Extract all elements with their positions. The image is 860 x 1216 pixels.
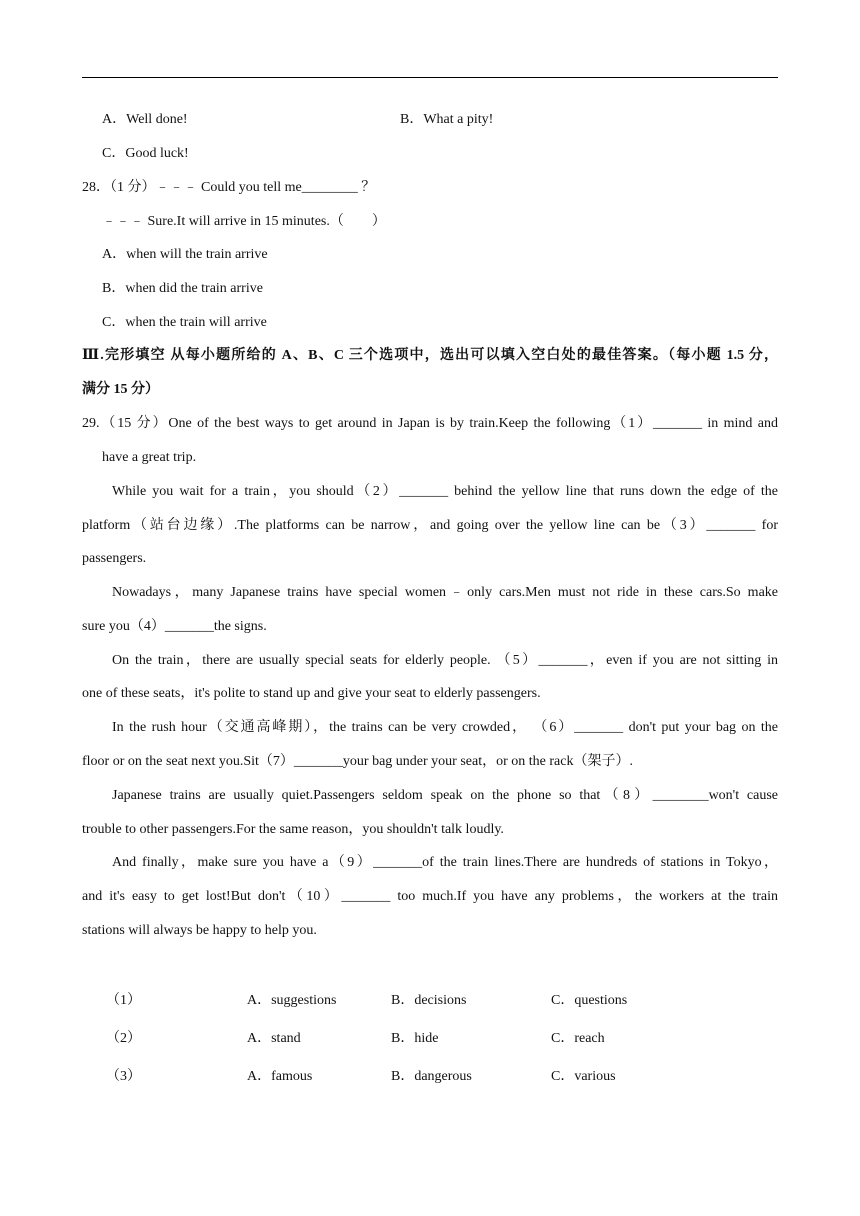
- section3-heading-line1: Ⅲ.完形填空 从每小题所给的 A、B、C 三个选项中，选出可以填入空白处的最佳答案。（每小题 1.5 分，: [82, 348, 778, 363]
- section3-heading-line2: 满分 15 分）: [82, 382, 159, 397]
- passage-line: stations will always be happy to help you.: [82, 923, 317, 938]
- q28-stem: 28．（1 分）﹣﹣﹣ Could you tell me________ ？: [82, 180, 376, 195]
- answer-option-a: A．suggestions: [247, 993, 337, 1008]
- passage-line: have a great trip.: [102, 450, 197, 465]
- passage-line: And finally，make sure you have a（9）_______of the train lines.There are hundreds of stations in Tokyo，: [112, 855, 778, 870]
- passage-line: In the rush hour（交通高峰期），the trains can be very crowded， （6）_______ don't put your bag on the: [112, 720, 778, 735]
- passage-line: While you wait for a train，you should（2）_______ behind the yellow line that runs down the edge of the: [112, 484, 778, 499]
- answer-option-c: C．questions: [551, 993, 628, 1008]
- answer-option-a: A．famous: [247, 1069, 313, 1084]
- answer-option-b: B．dangerous: [391, 1069, 472, 1084]
- answer-option-a: A．stand: [247, 1031, 301, 1046]
- passage-line: floor or on the seat next you.Sit（7）_______your bag under your seat，or on the rack（架子）.: [82, 754, 633, 769]
- passage-line: passengers.: [82, 551, 147, 566]
- passage-line: trouble to other passengers.For the same reason，you shouldn't talk loudly.: [82, 822, 504, 837]
- q27-option-c: C．Good luck!: [102, 146, 189, 161]
- q28-option-c: C．when the train will arrive: [102, 315, 267, 330]
- passage-line: On the train，there are usually special seats for elderly people. （5）_______，even if you are not sitting in: [112, 653, 778, 668]
- answer-row-number: （2）: [106, 1031, 141, 1046]
- passage-line: platform（站台边缘）.The platforms can be narrow，and going over the yellow line can be（3）_______ for: [82, 518, 778, 533]
- q27-option-a: A．Well done!: [102, 112, 188, 127]
- q28-option-b: B．when did the train arrive: [102, 281, 263, 296]
- passage-line: and it's easy to get lost!But don't（10）_______ too much.If you have any problems，the workers at the train: [82, 889, 778, 904]
- answer-option-c: C．reach: [551, 1031, 605, 1046]
- answer-option-b: B．hide: [391, 1031, 439, 1046]
- passage-line: one of these seats，it's polite to stand up and give your seat to elderly passengers.: [82, 686, 541, 701]
- answer-option-c: C．various: [551, 1069, 616, 1084]
- answer-row-number: （3）: [106, 1069, 141, 1084]
- answer-option-b: B．decisions: [391, 993, 467, 1008]
- passage-line: Japanese trains are usually quiet.Passengers seldom speak on the phone so that（8）________won't cause: [112, 788, 778, 803]
- q28-option-a: A．when will the train arrive: [102, 247, 268, 262]
- answer-row-number: （1）: [106, 993, 141, 1008]
- header-rule: [82, 77, 778, 78]
- passage-line: Nowadays，many Japanese trains have special women﹣only cars.Men must not ride in these cars.So make: [112, 585, 778, 600]
- passage-line: sure you（4）_______the signs.: [82, 619, 267, 634]
- passage-line: 29.（15 分）One of the best ways to get around in Japan is by train.Keep the following（1）_______ in mind and: [82, 416, 778, 431]
- q28-reply: ﹣﹣﹣ Sure.It will arrive in 15 minutes.（ ）: [102, 214, 386, 229]
- q27-option-b: B．What a pity!: [400, 112, 494, 127]
